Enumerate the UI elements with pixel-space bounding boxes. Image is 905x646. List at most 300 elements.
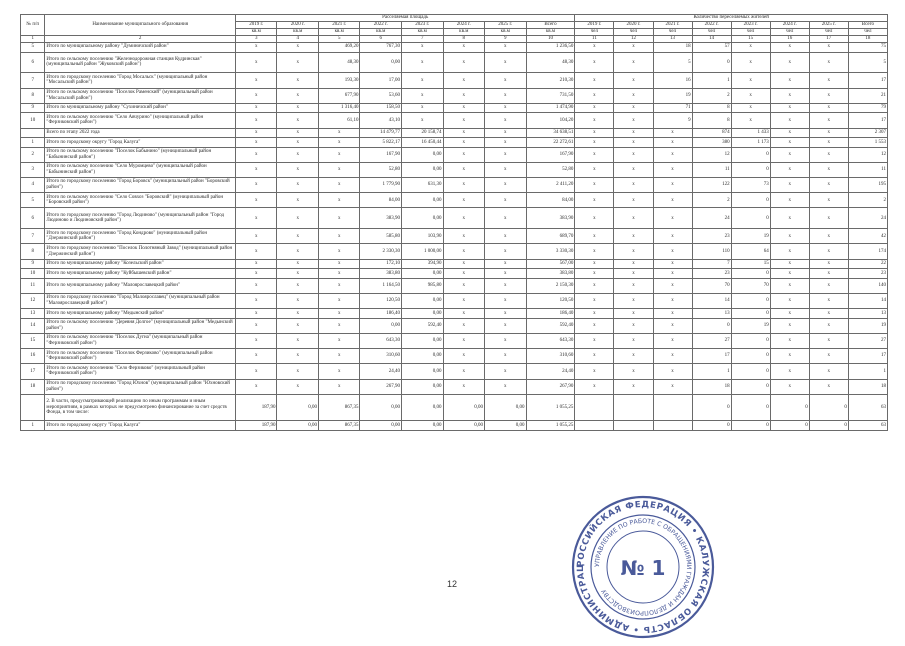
row-number: 16 [21, 349, 45, 364]
area-cell: x [318, 349, 360, 364]
area-cell: x [318, 229, 360, 244]
area-cell: x [235, 278, 277, 293]
row-number: 9 [21, 103, 45, 113]
people-cell: x [653, 309, 692, 319]
people-cell: 73 [731, 178, 770, 193]
area-cell: 0,00 [402, 394, 444, 420]
table-row [21, 294, 888, 309]
people-cell: 63 [848, 394, 887, 420]
row-name: Итого по сельскому поселению "Поселок Дугна" (муниципальный район "Ферзиковский район") [45, 334, 236, 349]
area-cell: x [318, 269, 360, 279]
area-cell: x [235, 309, 277, 319]
area-cell: x [443, 147, 485, 162]
people-cell: x [770, 147, 809, 162]
area-cell: x [277, 309, 319, 319]
header-number-column: № п/п [21, 15, 45, 36]
area-cell: 104,20 [526, 113, 575, 128]
table-row [21, 421, 888, 431]
area-cell: 84,00 [360, 193, 402, 208]
people-cell: x [614, 178, 653, 193]
people-cell: 70 [692, 278, 731, 293]
area-cell: 1 474,90 [526, 103, 575, 113]
people-cell: x [614, 259, 653, 269]
area-cell: x [277, 294, 319, 309]
header-unit-people: чел [848, 29, 887, 36]
people-cell: x [575, 379, 614, 394]
area-cell: x [443, 162, 485, 177]
people-cell: x [575, 294, 614, 309]
area-cell: 394,90 [402, 259, 444, 269]
row-number: 1 [21, 138, 45, 148]
people-cell [575, 421, 614, 431]
people-cell: x [575, 244, 614, 259]
people-cell: 0 [731, 208, 770, 229]
area-cell: x [318, 318, 360, 333]
table-row [21, 178, 888, 193]
people-cell: x [575, 309, 614, 319]
table-row [21, 364, 888, 379]
area-cell: 61,10 [318, 113, 360, 128]
table-row [21, 334, 888, 349]
area-cell: 767,30 [360, 43, 402, 53]
area-cell: 267,90 [360, 379, 402, 394]
people-cell: 57 [692, 43, 731, 53]
header-column-index: 14 [692, 36, 731, 43]
area-cell: x [318, 334, 360, 349]
area-cell: 1 779,90 [360, 178, 402, 193]
area-cell: 172,10 [360, 259, 402, 269]
people-cell: x [653, 364, 692, 379]
area-cell: x [318, 193, 360, 208]
area-cell: x [277, 318, 319, 333]
area-cell: x [235, 259, 277, 269]
people-cell: x [614, 162, 653, 177]
people-cell: x [653, 138, 692, 148]
people-cell: x [614, 193, 653, 208]
people-cell: x [653, 147, 692, 162]
document-sheet [20, 14, 888, 569]
area-cell: x [443, 269, 485, 279]
row-number: 6 [21, 208, 45, 229]
table-row [21, 113, 888, 128]
people-cell: x [809, 349, 848, 364]
row-name: Итого по городскому округу "Город Калуга" [45, 138, 236, 148]
people-cell: x [809, 73, 848, 88]
area-cell: x [402, 52, 444, 73]
area-cell: 592,40 [402, 318, 444, 333]
people-cell: 2 [692, 193, 731, 208]
area-cell: 1 055,25 [526, 394, 575, 420]
people-cell: x [575, 128, 614, 138]
people-cell: x [614, 244, 653, 259]
area-cell: 43,10 [360, 113, 402, 128]
people-cell: 23 [848, 269, 887, 279]
header-column-index: 7 [402, 36, 444, 43]
area-cell: x [485, 364, 527, 379]
header-year-people: 2024 г. [770, 22, 809, 29]
row-name: Итого по сельскому поселению "Село Авчурино" (муниципальный район "Ферзиковский район") [45, 113, 236, 128]
row-number: 1 [21, 421, 45, 431]
row-name: Итого по муниципальному району "Сухиничский район" [45, 103, 236, 113]
people-cell: x [575, 208, 614, 229]
area-cell: x [235, 318, 277, 333]
header-column-index: 5 [318, 36, 360, 43]
page-number: 12 [446, 579, 457, 589]
area-cell: x [318, 208, 360, 229]
area-cell: 383,80 [526, 269, 575, 279]
area-cell: 567,00 [526, 259, 575, 269]
people-cell: x [809, 162, 848, 177]
header-year-area: Всего [526, 22, 575, 29]
people-cell: 0 [809, 394, 848, 420]
people-cell: 63 [848, 421, 887, 431]
row-number: 5 [21, 43, 45, 53]
people-cell: 2 307 [848, 128, 887, 138]
people-cell: x [809, 52, 848, 73]
table-row [21, 43, 888, 53]
people-cell: x [614, 349, 653, 364]
header-name-column: Наименование муниципального образования [45, 15, 236, 36]
area-cell: x [402, 73, 444, 88]
people-cell: x [614, 208, 653, 229]
area-cell: 0,00 [360, 318, 402, 333]
people-cell [653, 394, 692, 420]
header-unit-people: чел [653, 29, 692, 36]
row-number: 7 [21, 229, 45, 244]
area-cell: x [443, 379, 485, 394]
area-cell: x [485, 244, 527, 259]
row-name: Итого по муниципальному району "Куйбышевский район" [45, 269, 236, 279]
people-cell: x [809, 138, 848, 148]
area-cell: x [485, 193, 527, 208]
area-cell: 0,00 [402, 309, 444, 319]
area-cell: 643,30 [526, 334, 575, 349]
table-row [21, 88, 888, 103]
people-cell: x [809, 259, 848, 269]
people-cell: x [770, 178, 809, 193]
people-cell: 0 [731, 379, 770, 394]
people-cell: 17 [848, 113, 887, 128]
table-row [21, 52, 888, 73]
people-cell: x [770, 208, 809, 229]
people-cell: x [575, 278, 614, 293]
header-year-area: 2022 г. [360, 22, 402, 29]
people-cell: x [809, 244, 848, 259]
people-cell: x [770, 318, 809, 333]
row-name: Итого по муниципальному району "Козельский район" [45, 259, 236, 269]
row-number: 7 [21, 73, 45, 88]
people-cell: x [653, 162, 692, 177]
header-column-index: 15 [731, 36, 770, 43]
people-cell: x [770, 294, 809, 309]
people-cell: x [653, 193, 692, 208]
area-cell: x [485, 73, 527, 88]
row-name: Итого по городскому поселению "Город Кондрово" (муниципальный район "Дзержинский район") [45, 229, 236, 244]
area-cell: x [277, 52, 319, 73]
people-cell: x [575, 73, 614, 88]
people-cell: 380 [692, 138, 731, 148]
header-unit-people: чел [614, 29, 653, 36]
area-cell: x [235, 138, 277, 148]
people-cell: x [653, 244, 692, 259]
people-cell: x [575, 147, 614, 162]
header-year-area: 2019 г. [235, 22, 277, 29]
area-cell: 158,50 [360, 103, 402, 113]
area-cell: 0,00 [360, 52, 402, 73]
people-cell: 9 [653, 113, 692, 128]
header-year-people: 2022 г. [692, 22, 731, 29]
area-cell: x [277, 349, 319, 364]
row-name: Итого по муниципальному району "Медынский район" [45, 309, 236, 319]
area-cell: x [485, 208, 527, 229]
area-cell: x [485, 147, 527, 162]
people-cell: x [653, 278, 692, 293]
area-cell: x [235, 88, 277, 103]
people-cell: x [614, 43, 653, 53]
table-row [21, 379, 888, 394]
area-cell: x [443, 364, 485, 379]
people-cell: x [731, 113, 770, 128]
area-cell: 3 330,30 [526, 244, 575, 259]
people-cell: 0 [731, 421, 770, 431]
people-cell: x [575, 88, 614, 103]
people-cell: x [614, 334, 653, 349]
table-row [21, 349, 888, 364]
people-cell: x [614, 269, 653, 279]
area-cell: x [235, 364, 277, 379]
area-cell: x [235, 193, 277, 208]
row-number: 9 [21, 259, 45, 269]
area-cell: x [443, 128, 485, 138]
area-cell: x [485, 349, 527, 364]
area-cell: 210,30 [526, 73, 575, 88]
area-cell: x [443, 113, 485, 128]
area-cell: x [485, 334, 527, 349]
area-cell: 0,00 [402, 208, 444, 229]
header-year-area: 2024 г. [443, 22, 485, 29]
people-cell: 0 [731, 349, 770, 364]
people-cell: x [809, 178, 848, 193]
area-cell: x [235, 294, 277, 309]
area-cell: x [443, 73, 485, 88]
area-cell: 689,70 [526, 229, 575, 244]
people-cell: x [731, 43, 770, 53]
people-cell: 110 [692, 244, 731, 259]
people-cell: x [614, 113, 653, 128]
people-cell: x [575, 364, 614, 379]
area-cell: 0,00 [402, 269, 444, 279]
area-cell: 0,00 [360, 421, 402, 431]
header-year-people: 2020 г. [614, 22, 653, 29]
row-number: 18 [21, 379, 45, 394]
header-column-index: 12 [614, 36, 653, 43]
area-cell: x [402, 43, 444, 53]
people-cell: x [770, 244, 809, 259]
area-cell: 34 638,51 [526, 128, 575, 138]
table-row [21, 309, 888, 319]
area-cell: 383,90 [360, 208, 402, 229]
people-cell: x [575, 334, 614, 349]
area-cell: 0,00 [360, 394, 402, 420]
people-cell: 5 [653, 52, 692, 73]
area-cell: 383,80 [360, 269, 402, 279]
stamp-outer-text: РОССИЙСКАЯ ФЕДЕРАЦИЯ • КАЛУЖСКАЯ ОБЛАСТЬ • АДМИНИСТРАЦ [575, 499, 711, 635]
people-cell: 18 [653, 43, 692, 53]
people-cell: x [770, 259, 809, 269]
people-cell: x [809, 294, 848, 309]
people-cell: 0 [692, 318, 731, 333]
table-row [21, 208, 888, 229]
area-cell: 120,50 [526, 294, 575, 309]
area-cell: x [277, 43, 319, 53]
area-cell: x [235, 379, 277, 394]
people-cell: x [614, 364, 653, 379]
area-cell: 120,50 [360, 294, 402, 309]
area-cell: x [485, 162, 527, 177]
people-cell: x [575, 138, 614, 148]
area-cell: x [235, 113, 277, 128]
area-cell: 0,00 [402, 147, 444, 162]
people-cell: x [770, 113, 809, 128]
area-cell: x [443, 294, 485, 309]
area-cell: 867,35 [318, 394, 360, 420]
people-cell: x [770, 269, 809, 279]
area-cell: 2 150,30 [526, 278, 575, 293]
header-unit-people: чел [809, 29, 848, 36]
area-cell: x [443, 193, 485, 208]
people-cell: 0 [692, 52, 731, 73]
area-cell: 383,90 [526, 208, 575, 229]
area-cell: x [235, 269, 277, 279]
header-column-index: 13 [653, 36, 692, 43]
people-cell: 22 [848, 259, 887, 269]
area-cell: 0,00 [402, 162, 444, 177]
people-cell: 13 [692, 309, 731, 319]
people-cell: 23 [692, 269, 731, 279]
area-cell: 0,00 [277, 394, 319, 420]
area-cell: 1 000,00 [402, 244, 444, 259]
area-cell: x [277, 138, 319, 148]
people-cell: x [614, 309, 653, 319]
row-number: 10 [21, 113, 45, 128]
people-cell: 79 [848, 103, 887, 113]
row-number [21, 394, 45, 420]
people-cell: x [653, 379, 692, 394]
header-unit-area: кв.м [443, 29, 485, 36]
people-cell: 13 [848, 309, 887, 319]
people-cell: x [614, 128, 653, 138]
people-cell: 2 [692, 88, 731, 103]
area-cell: x [318, 128, 360, 138]
area-cell: 48,30 [526, 52, 575, 73]
people-cell: 24 [692, 208, 731, 229]
table-row [21, 162, 888, 177]
area-cell: 677,90 [318, 88, 360, 103]
header-column-index: 16 [770, 36, 809, 43]
header-year-area: 2025 г. [485, 22, 527, 29]
people-cell: 0 [731, 147, 770, 162]
area-cell: x [318, 364, 360, 379]
people-cell: 5 [848, 52, 887, 73]
area-cell: x [485, 269, 527, 279]
people-cell: x [809, 379, 848, 394]
people-cell: 19 [731, 318, 770, 333]
row-number: 4 [21, 178, 45, 193]
people-cell: x [575, 193, 614, 208]
area-cell: x [318, 309, 360, 319]
area-cell: x [443, 52, 485, 73]
area-cell: 0,00 [402, 421, 444, 431]
area-cell: x [235, 43, 277, 53]
area-cell: x [277, 364, 319, 379]
area-cell: x [443, 259, 485, 269]
table-row [21, 318, 888, 333]
area-cell: 0,00 [402, 349, 444, 364]
people-cell: x [575, 52, 614, 73]
area-cell: x [277, 334, 319, 349]
people-cell: x [809, 364, 848, 379]
area-cell: x [318, 278, 360, 293]
area-cell: 0,00 [402, 379, 444, 394]
area-cell: x [402, 88, 444, 103]
people-cell: 0 [692, 394, 731, 420]
area-cell: x [235, 103, 277, 113]
people-cell: x [614, 73, 653, 88]
area-cell: x [485, 294, 527, 309]
area-cell: 0,00 [485, 421, 527, 431]
row-name: Итого по сельскому поселению "Село Ферзиково" (муниципальный район "Ферзиковский район") [45, 364, 236, 379]
people-cell: x [809, 278, 848, 293]
people-cell: x [731, 103, 770, 113]
stamp-center-number: № 1 [620, 556, 666, 580]
area-cell: x [485, 43, 527, 53]
area-cell: x [443, 334, 485, 349]
people-cell: 2 [848, 193, 887, 208]
people-cell: 17 [692, 349, 731, 364]
area-cell: x [443, 103, 485, 113]
header-year-people: 2019 г. [575, 22, 614, 29]
area-cell: 469,20 [318, 43, 360, 53]
header-year-area: 2020 г. [277, 22, 319, 29]
header-column-index: 8 [443, 36, 485, 43]
area-cell: x [443, 278, 485, 293]
people-cell: x [575, 269, 614, 279]
area-cell: 1 236,50 [526, 43, 575, 53]
people-cell: 15 [731, 259, 770, 269]
row-number: 13 [21, 309, 45, 319]
people-cell: 8 [692, 113, 731, 128]
people-cell: x [809, 193, 848, 208]
area-cell: 5 822,17 [360, 138, 402, 148]
area-cell: x [277, 229, 319, 244]
area-cell: x [277, 278, 319, 293]
people-cell: x [770, 364, 809, 379]
row-name: Итого по сельскому поселению "Село Совхоз "Боровский" (муниципальный район "Боровский район") [45, 193, 236, 208]
header-column-index: 6 [360, 36, 402, 43]
area-cell: x [277, 103, 319, 113]
people-cell: 0 [692, 421, 731, 431]
people-cell: 1 [848, 364, 887, 379]
people-cell: 21 [848, 88, 887, 103]
people-cell: 0 [731, 193, 770, 208]
people-cell: 0 [731, 364, 770, 379]
area-cell: x [277, 147, 319, 162]
header-unit-people: чел [692, 29, 731, 36]
area-cell: 592,40 [526, 318, 575, 333]
people-cell: x [731, 73, 770, 88]
row-name: 2. В части, предусматривающей реализацию по иным программам и иным мероприятиям, в рамках которых не предусмотрено финансирование за счет средств Фонда, в том числе: [45, 394, 236, 420]
people-cell: x [575, 162, 614, 177]
